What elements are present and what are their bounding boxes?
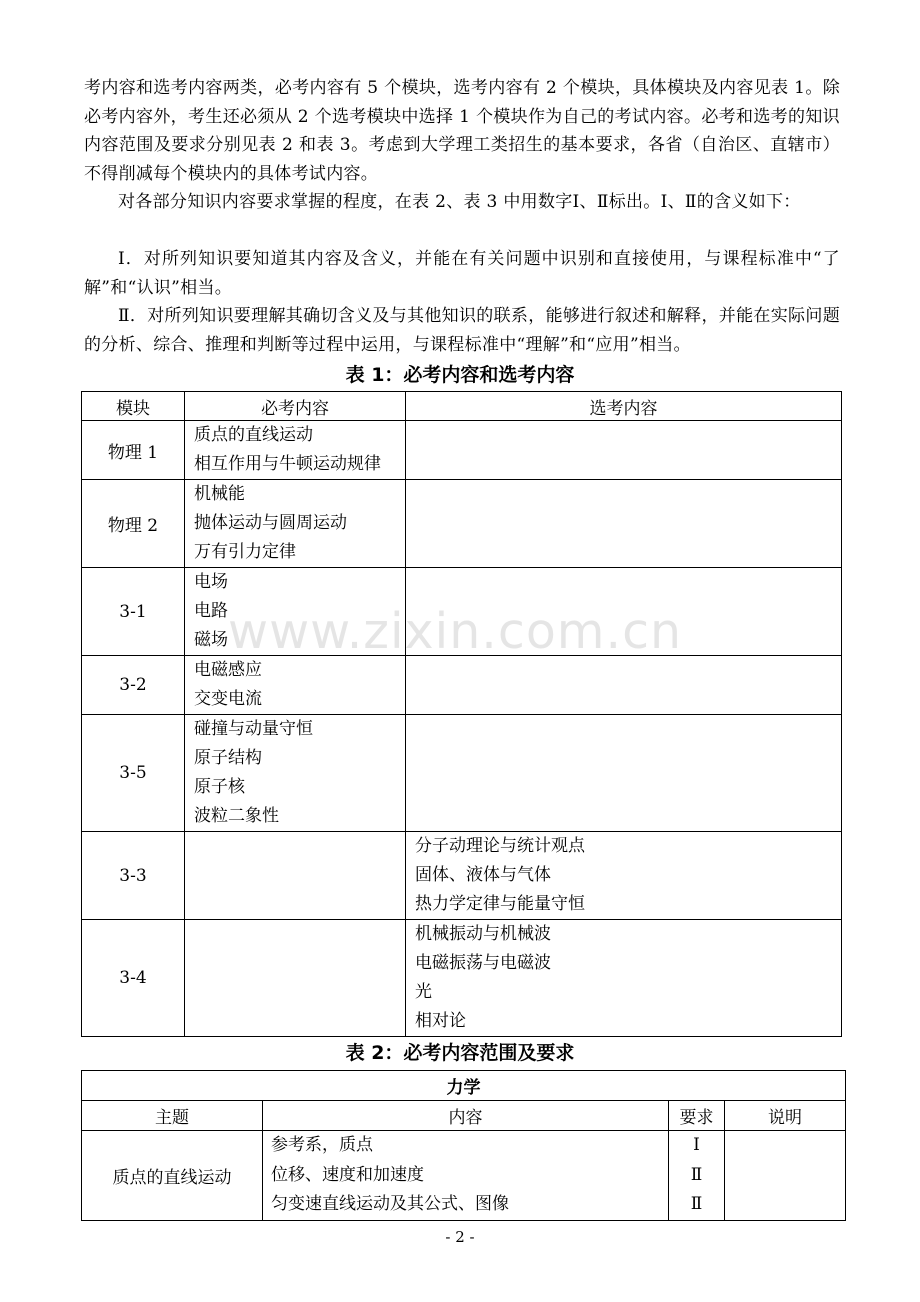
table1-module-cell: 3-1 [82, 568, 185, 656]
table2-caption: 表 2：必考内容范围及要求 [345, 1042, 575, 1064]
table1-row [82, 421, 842, 480]
table1 [81, 391, 842, 1037]
table2-topic-cell: 质点的直线运动 [82, 1131, 263, 1221]
table2-content-item: 匀变速直线运动及其公式、图像 [271, 1194, 509, 1214]
table1-header-row [82, 392, 842, 421]
table2-requirement-item: Ⅰ [693, 1135, 700, 1155]
table2-row [82, 1131, 846, 1221]
table1-required-item: 交变电流 [194, 689, 262, 709]
table1-required-item: 波粒二象性 [194, 806, 279, 826]
table1-elective-item: 光 [415, 982, 432, 1002]
table2 [81, 1070, 846, 1221]
table2-content-cell [263, 1131, 669, 1221]
table1-required-cell [185, 832, 406, 920]
table1-required-cell [185, 715, 406, 832]
table1-required-item: 电磁感应 [194, 660, 262, 680]
table1-required-item: 电场 [194, 572, 228, 592]
table1-module-cell: 物理 2 [82, 480, 185, 568]
paragraph-intro: 考内容和选考内容两类，必考内容有 5 个模块，选考内容有 2 个模块，具体模块及内容见表 1。除必考内容外，考生还必须从 2 个选考模块中选择 1 个模块作为自己的考试内容。必考和选考的知识内容范围及要求分别见表 2 和表 3。考虑到大学理工类招生的基本要求，各省（自治区、直辖市）不得削减每个模块内的具体考试内容。 [84, 78, 840, 184]
page-number: - 2 - [445, 1228, 475, 1246]
table2-header-row [82, 1101, 846, 1131]
table1-row [82, 715, 842, 832]
table2-header-note: 说明 [725, 1101, 846, 1131]
table1-row [82, 656, 842, 715]
table1-required-item: 相互作用与牛顿运动规律 [194, 454, 381, 474]
table1-elective-cell [406, 568, 842, 656]
table1-row [82, 568, 842, 656]
table2-section-title: 力学 [82, 1071, 846, 1101]
table1-module-cell: 3-3 [82, 832, 185, 920]
table1-elective-item: 分子动理论与统计观点 [415, 836, 585, 856]
table1-elective-item: 机械振动与机械波 [415, 924, 551, 944]
table1-row [82, 832, 842, 920]
paragraph-level-one: Ⅰ．对所列知识要知道其内容及含义，并能在有关问题中识别和直接使用，与课程标准中“了解”和“认识”相当。 [84, 249, 840, 298]
table1-required-item: 万有引力定律 [194, 542, 296, 562]
table1-required-item: 电路 [194, 601, 228, 621]
table1-module-cell: 3-2 [82, 656, 185, 715]
table1-elective-cell [406, 480, 842, 568]
watermark: www.zixin.com.cn [228, 603, 683, 660]
table1-elective-item: 电磁振荡与电磁波 [415, 953, 551, 973]
paragraph-level-two: Ⅱ．对所列知识要理解其确切含义及与其他知识的联系，能够进行叙述和解释，并能在实际问题的分析、综合、推理和判断等过程中运用，与课程标准中“理解”和“应用”相当。 [84, 306, 840, 355]
table1-elective-item: 相对论 [415, 1011, 466, 1031]
table2-requirement-item: Ⅱ [690, 1194, 703, 1214]
table2-header-topic: 主题 [82, 1101, 263, 1131]
table1-required-cell [185, 920, 406, 1037]
table1-elective-cell [406, 832, 842, 920]
table1-module-cell: 物理 1 [82, 421, 185, 480]
table1-required-cell [185, 656, 406, 715]
table1-row [82, 920, 842, 1037]
table1-required-item: 原子结构 [194, 748, 262, 768]
table1-module-cell: 3-5 [82, 715, 185, 832]
table1-required-item: 碰撞与动量守恒 [194, 719, 313, 739]
table1-required-item: 原子核 [194, 777, 245, 797]
table1-header-required: 必考内容 [185, 392, 406, 421]
table1-required-item: 机械能 [194, 484, 245, 504]
table2-note-cell [725, 1131, 846, 1221]
table1-required-cell [185, 568, 406, 656]
table1-elective-cell [406, 421, 842, 480]
table2-requirement-item: Ⅱ [690, 1164, 703, 1185]
table1-elective-item: 热力学定律与能量守恒 [415, 894, 585, 914]
table1-module-cell: 3-4 [82, 920, 185, 1037]
paragraph-levels: 对各部分知识内容要求掌握的程度，在表 2、表 3 中用数字Ⅰ、Ⅱ标出。Ⅰ、Ⅱ的含义如下： [118, 192, 801, 212]
table1-elective-cell [406, 656, 842, 715]
table1-header-elective: 选考内容 [406, 392, 842, 421]
table1-elective-item: 固体、液体与气体 [415, 865, 551, 885]
table2-header-requirement: 要求 [669, 1101, 725, 1131]
table2-content-item: 参考系，质点 [271, 1135, 373, 1155]
table1-required-item: 质点的直线运动 [194, 425, 313, 445]
table1-elective-cell [406, 920, 842, 1037]
table1-header-module: 模块 [82, 392, 185, 421]
table2-content-item: 位移、速度和加速度 [271, 1164, 424, 1185]
table1-row [82, 480, 842, 568]
table1-required-cell [185, 421, 406, 480]
table1-required-item: 抛体运动与圆周运动 [194, 513, 347, 533]
table1-required-item: 磁场 [194, 630, 228, 650]
table1-required-cell [185, 480, 406, 568]
table2-section-row [82, 1071, 846, 1101]
table2-header-content: 内容 [263, 1101, 669, 1131]
table1-elective-cell [406, 715, 842, 832]
table1-caption: 表 1：必考内容和选考内容 [345, 364, 575, 386]
table2-requirement-cell [669, 1131, 725, 1221]
